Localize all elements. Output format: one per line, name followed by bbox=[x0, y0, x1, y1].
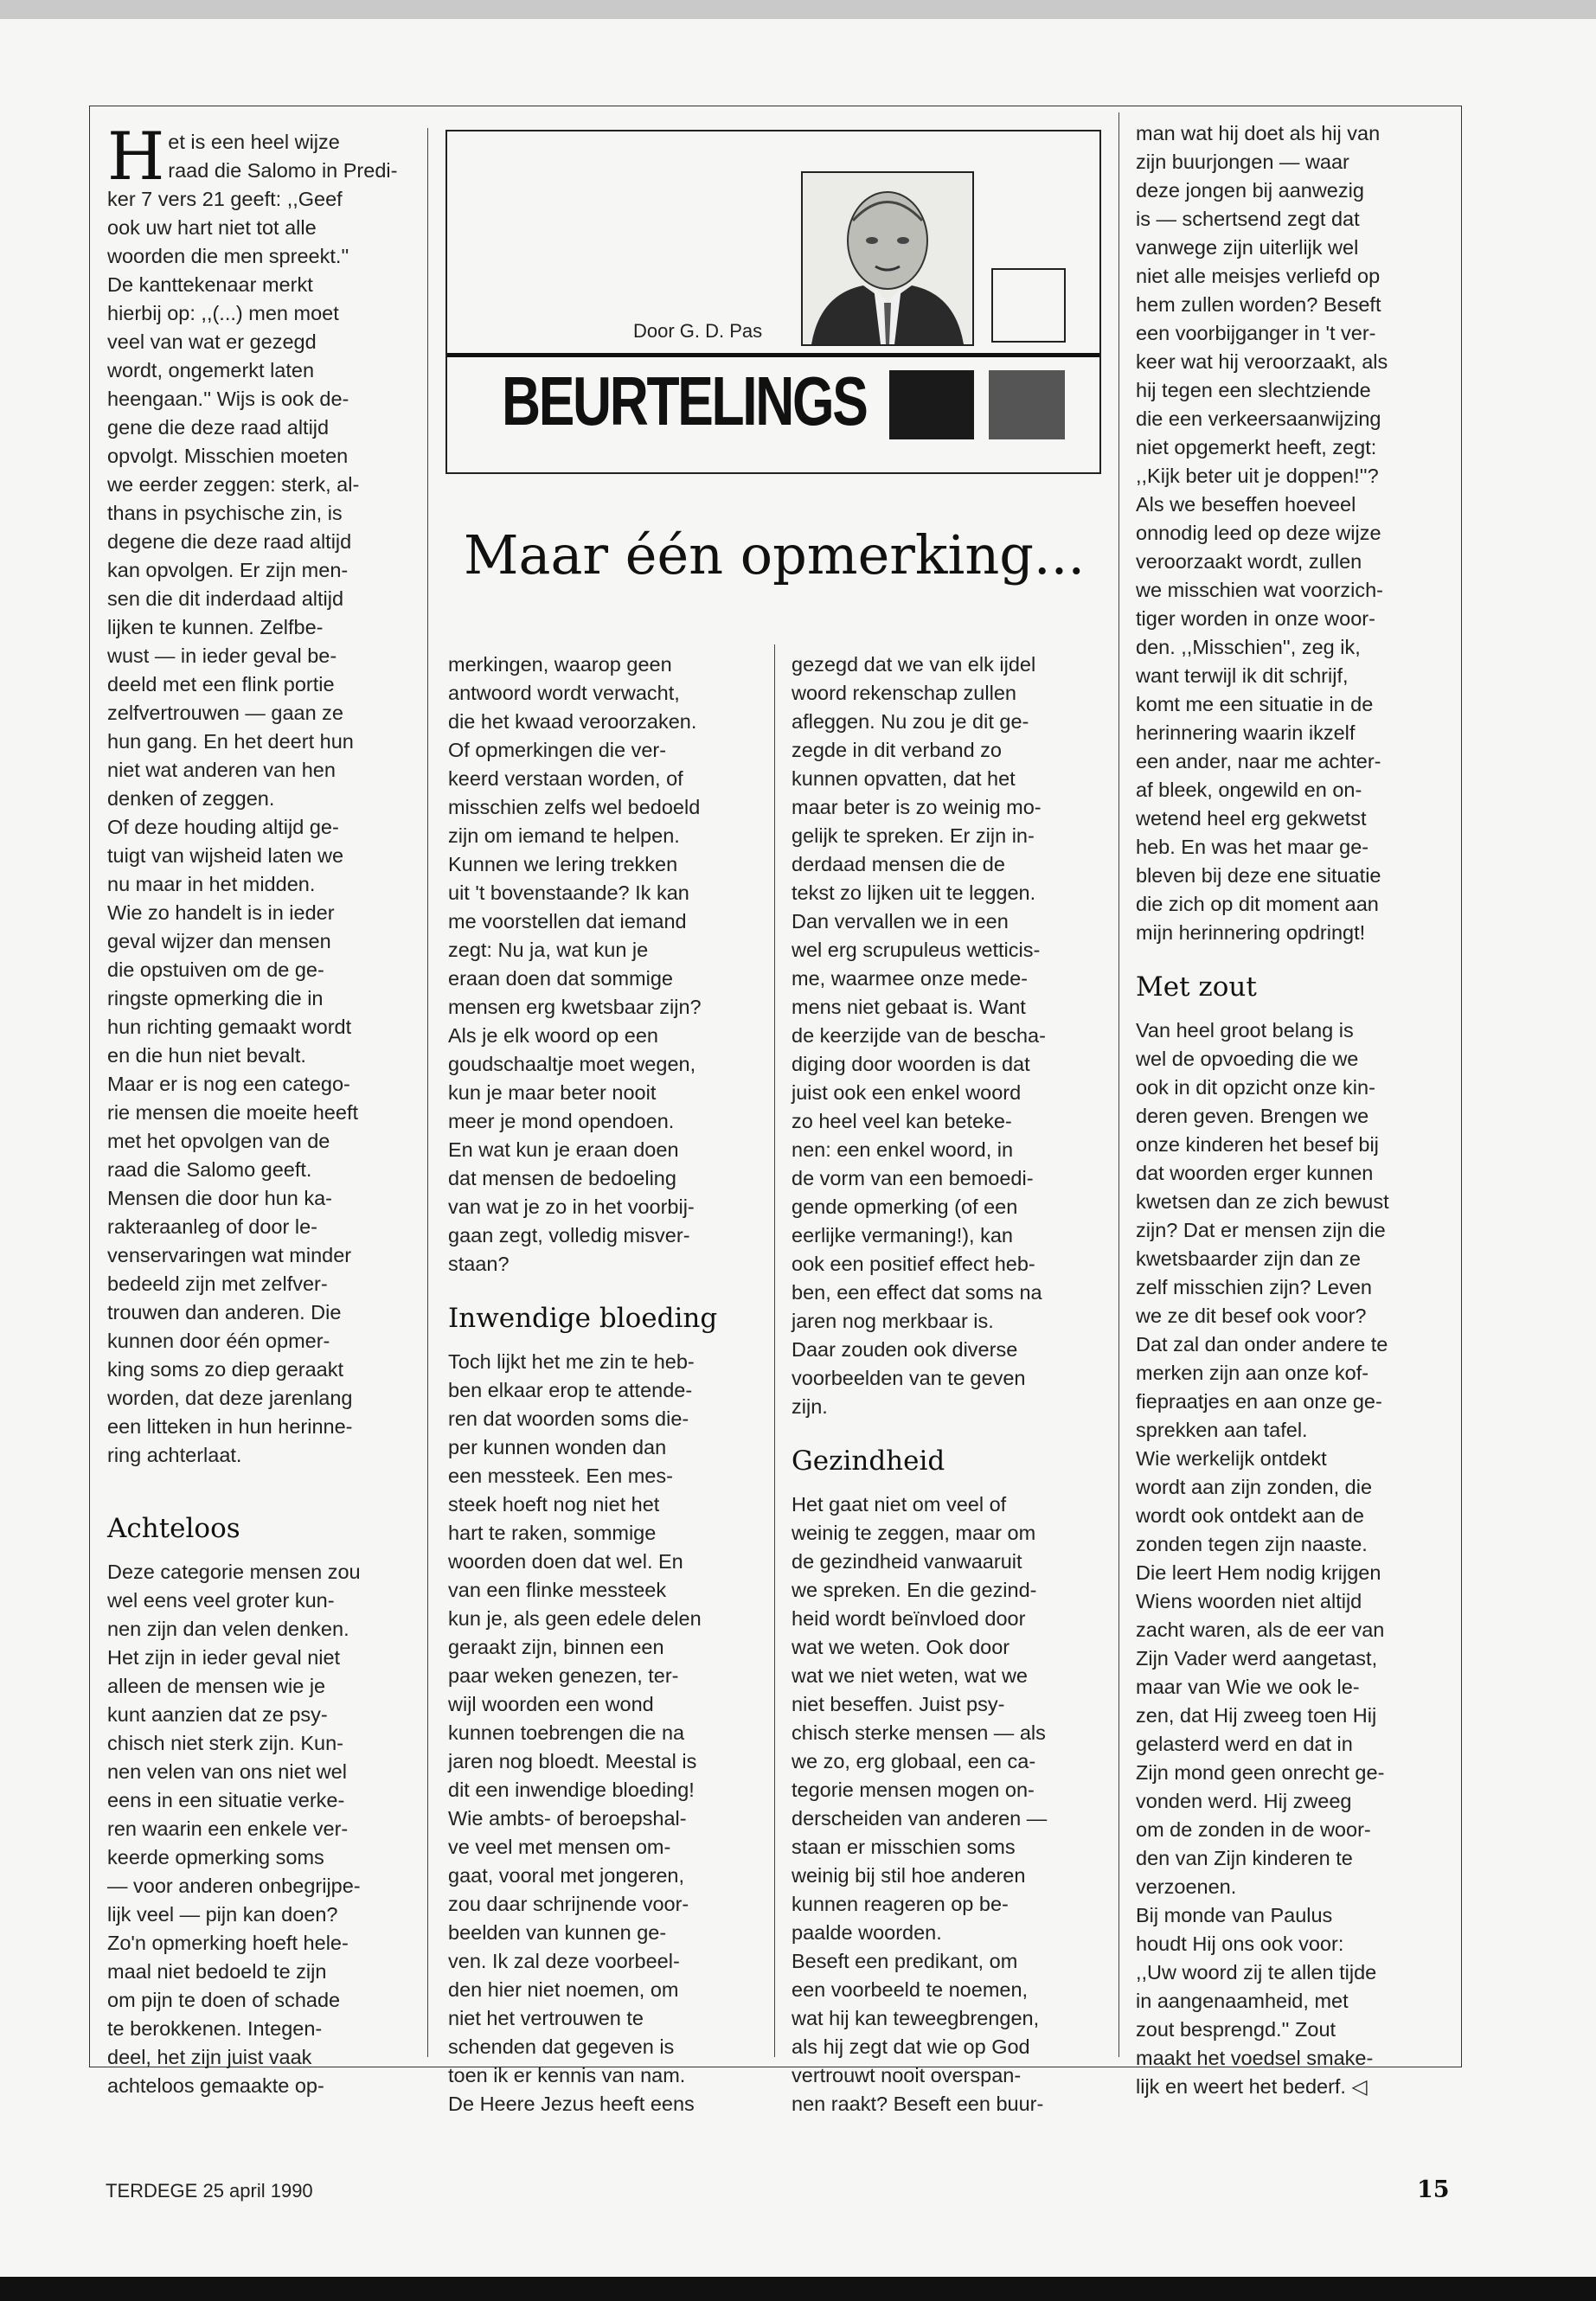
inwendige-bloeding-text: Toch lijkt het me zin te heb- ben elkaar erop te attende- ren dat woorden soms die- per kunnen wonden dan een messteek. Een mes- steek hoeft nog niet het hart te raken, sommige woorden doen dat wel. En van een flinke messteek kun je, als geen edele delen geraakt zijn, binnen een paar weken genezen, ter- wijl woorden een wond kunnen toebrengen die na jaren nog bloedt. Meestal is dit een inwendige bloeding! Wie ambts- of beroepshal- ve veel met mensen om- gaat, vooral met jongeren, zou daar schrijnende voor- beelden van kunnen ge- ven. Ik zal deze voorbeel- den hier niet noemen, om niet het vertrouwen te schenden dat gegeven is toen ik er kennis van nam. De Heere Jezus heeft eens bbox=[448, 1350, 702, 2115]
end-mark-icon: ◁ bbox=[1351, 2075, 1368, 2098]
scan-edge-bottom bbox=[0, 2277, 1596, 2301]
decorative-block-gray bbox=[989, 370, 1065, 439]
author-photo bbox=[801, 171, 974, 346]
heading-met-zout: Met zout bbox=[1136, 971, 1257, 1003]
publication-footer: TERDEGE 25 april 1990 bbox=[106, 2180, 313, 2202]
column-1 bbox=[107, 118, 410, 2100]
column-rule-3 bbox=[1118, 112, 1119, 2057]
scan-edge-top bbox=[0, 0, 1596, 19]
heading-achteloos: Achteloos bbox=[107, 1513, 240, 1544]
byline: Door G. D. Pas bbox=[633, 320, 763, 342]
column-4-text: man wat hij doet als hij van zijn buurjongen — waar deze jongen bij aanwezig is — schertsend zegt dat vanwege zijn uiterlijk wel niet alle meisjes verliefd op hem zullen worden? Beseft een voorbijganger in 't ver- keer wat hij veroorzaakt, als hij tegen een slechtziende die een verkeersaanwijzing niet opgemerkt heeft, zegt: ,,Kijk beter uit je doppen!''? Als we beseffen hoeveel onnodig leed op deze wijze veroorzaakt wordt, zullen we misschien wat voorzich- tiger worden in onze woor- den. ,,Misschien'', zeg ik, want terwijl ik dit schrijf, komt me een situatie in de herinnering waarin ikzelf een ander, naar me achter- af bleek, ongewild en on- wetend heel erg gekwetst heb. En was het maar ge- bleven bij deze ene situatie die zich op dit moment aan mijn herinnering opdringt! bbox=[1136, 122, 1388, 944]
column-2 bbox=[448, 651, 758, 2118]
gezindheid-text: Het gaat niet om veel of weinig te zeggen, maar om de gezindheid vanwaaruit we spreken. En die gezind- heid wordt beïnvloed door wat we weten. Ook door wat we niet weten, wat we niet beseffen. Juist psy- chisch sterke mensen — als we zo, erg globaal, een ca- tegorie mensen mogen on- derscheiden van anderen — staan er misschien soms weinig bij stil hoe anderen kunnen reageren op be- paalde woorden. Beseft een predikant, om een voorbeeld te noemen, wat hij kan teweegbrengen, als hij zegt dat wie op God vertrouwt nooit overspan- nen raakt? Beseft een buur- bbox=[792, 1493, 1048, 2115]
intro-text: et is een heel wijze raad die Salomo in Predi- ker 7 vers 21 geeft: ,,Geef ook uw hart niet tot alle woorden die men spreekt.'' De kanttekenaar merkt hierbij op: ,,(...) men moet veel van wat er gezegd wordt, ongemerkt laten heengaan.'' Wijs is ook de- gene die deze raad altijd opvolgt. Misschien moeten we eerder zeggen: sterk, al- thans in psychische zin, is degene die deze raad altijd kan opvolgen. Er zijn men- sen die dit inderdaad altijd lijken te kunnen. Zelfbe- wust — in ieder geval be- deeld met een flink portie zelfvertrouwen — gaan ze hun gang. En het deert hun niet wat anderen van hen denken of zeggen. Of deze houding altijd ge- tuigt van wijsheid laten we nu maar in het midden. Wie zo handelt is in ieder geval wijzer dan mensen die opstuiven om de ge- ringste opmerking die in hun richting gemaakt wordt en die hun niet bevalt. Maar er is nog een catego- rie mensen die moeite heeft met het opvolgen van de raad die Salomo geeft. Mensen die door hun ka- rakteraanleg of door le- venservaringen wat minder bedeeld zijn met zelfver- trouwen dan anderen. Die kunnen door één opmer- king soms zo diep geraakt worden, dat deze jarenlang een litteken in hun herinne- ring achterlaat. bbox=[107, 131, 398, 1466]
column-2-text: merkingen, waarop geen antwoord wordt verwacht, die het kwaad veroorzaken. Of opmerkingen die ver- keerd verstaan worden, of misschien zelfs wel bedoeld zijn om iemand te helpen. Kunnen we lering trekken uit 't bovenstaande? Ik kan me voorstellen dat iemand zegt: Nu ja, wat kun je eraan doen dat sommige mensen erg kwetsbaar zijn? Als je elk woord op een goudschaaltje moet wegen, kun je maar beter nooit meer je mond opendoen. En wat kun je eraan doen dat mensen de bedoeling van wat je zo in het voorbij- gaan zegt, volledig misver- staan? bbox=[448, 653, 702, 1275]
column-title: BEURTELINGS bbox=[502, 362, 867, 439]
column-4 bbox=[1136, 119, 1445, 2101]
author-portrait-icon bbox=[803, 173, 972, 344]
column-3-text: gezegd dat we van elk ijdel woord rekenschap zullen afleggen. Nu zou je dit ge- zegde in dit verband zo kunnen opvatten, dat het maar beter is zo weinig mo- gelijk te spreken. Er zijn in- derdaad mensen die de tekst zo lijken uit te leggen. Dan vervallen we in een wel erg scrupuleus wetticis- me, waarmee onze mede- mens niet gebaat is. Want de keerzijde van de bescha- diging door woorden is dat juist ook een enkel woord zo heel veel kan beteke- nen: een enkel woord, in de vorm van een bemoedi- gende opmerking (of een eerlijke vermaning!), kan ook een positief effect heb- ben, een effect dat soms na jaren nog merkbaar is. Daar zouden ook diverse voorbeelden van te geven zijn. bbox=[792, 653, 1046, 1418]
heading-inwendige-bloeding: Inwendige bloeding bbox=[448, 1303, 718, 1334]
column-3 bbox=[792, 651, 1105, 2118]
decorative-block-black bbox=[889, 370, 974, 439]
column-rule-1 bbox=[427, 128, 428, 2057]
article-headline: Maar één opmerking... bbox=[464, 523, 1086, 586]
page-number: 15 bbox=[1417, 2176, 1450, 2203]
met-zout-text: Van heel groot belang is wel de opvoeding die we ook in dit opzicht onze kin- deren geven. Brengen we onze kinderen het besef bij dat woorden erger kunnen kwetsen dan ze zich bewust zijn? Dat er mensen zijn die kwetsbaarder zijn dan ze zelf misschien zijn? Leven we ze dit besef ook voor? Dat zal dan onder andere te merken zijn aan onze kof- fiepraatjes en aan onze ge- sprekken aan tafel. Wie werkelijk ontdekt wordt aan zijn zonden, die wordt ook ontdekt aan de zonden tegen zijn naaste. Die leert Hem nodig krijgen Wiens woorden niet altijd zacht waren, als de eer van Zijn Vader werd aangetast, maar van Wie we ook le- zen, dat Hij zweeg toen Hij gelasterd werd en dat in Zijn mond geen onrecht ge- vonden werd. Hij zweeg om de zonden in de woor- den van Zijn kinderen te verzoenen. Bij monde van Paulus houdt Hij ons ook voor: ,,Uw woord zij te allen tijde in aangenaamheid, met zout besprengd.'' Zout maakt het voedsel smake- lijk en weert het bederf. bbox=[1136, 1019, 1389, 2098]
achteloos-text: Deze categorie mensen zou wel eens veel groter kun- nen zijn dan velen denken. Het zijn in ieder geval niet alleen de mensen wie je kunt aanzien dat ze psy- chisch niet sterk zijn. Kun- nen velen van ons niet wel eens in een situatie verke- ren waarin een enkele ver- keerde opmerking soms — voor anderen onbegrijpe- lijk veel — pijn kan doen? Zo'n opmerking hoeft hele- maal niet bedoeld te zijn om pijn te doen of schade te berokkenen. Integen- deel, het zijn juist vaak achteloos gemaakte op- bbox=[107, 1561, 361, 2097]
header-rule bbox=[447, 353, 1099, 357]
heading-gezindheid: Gezindheid bbox=[792, 1445, 945, 1477]
drop-cap: H bbox=[107, 118, 165, 195]
column-rule-2 bbox=[774, 644, 775, 2057]
decorative-square bbox=[991, 268, 1066, 343]
